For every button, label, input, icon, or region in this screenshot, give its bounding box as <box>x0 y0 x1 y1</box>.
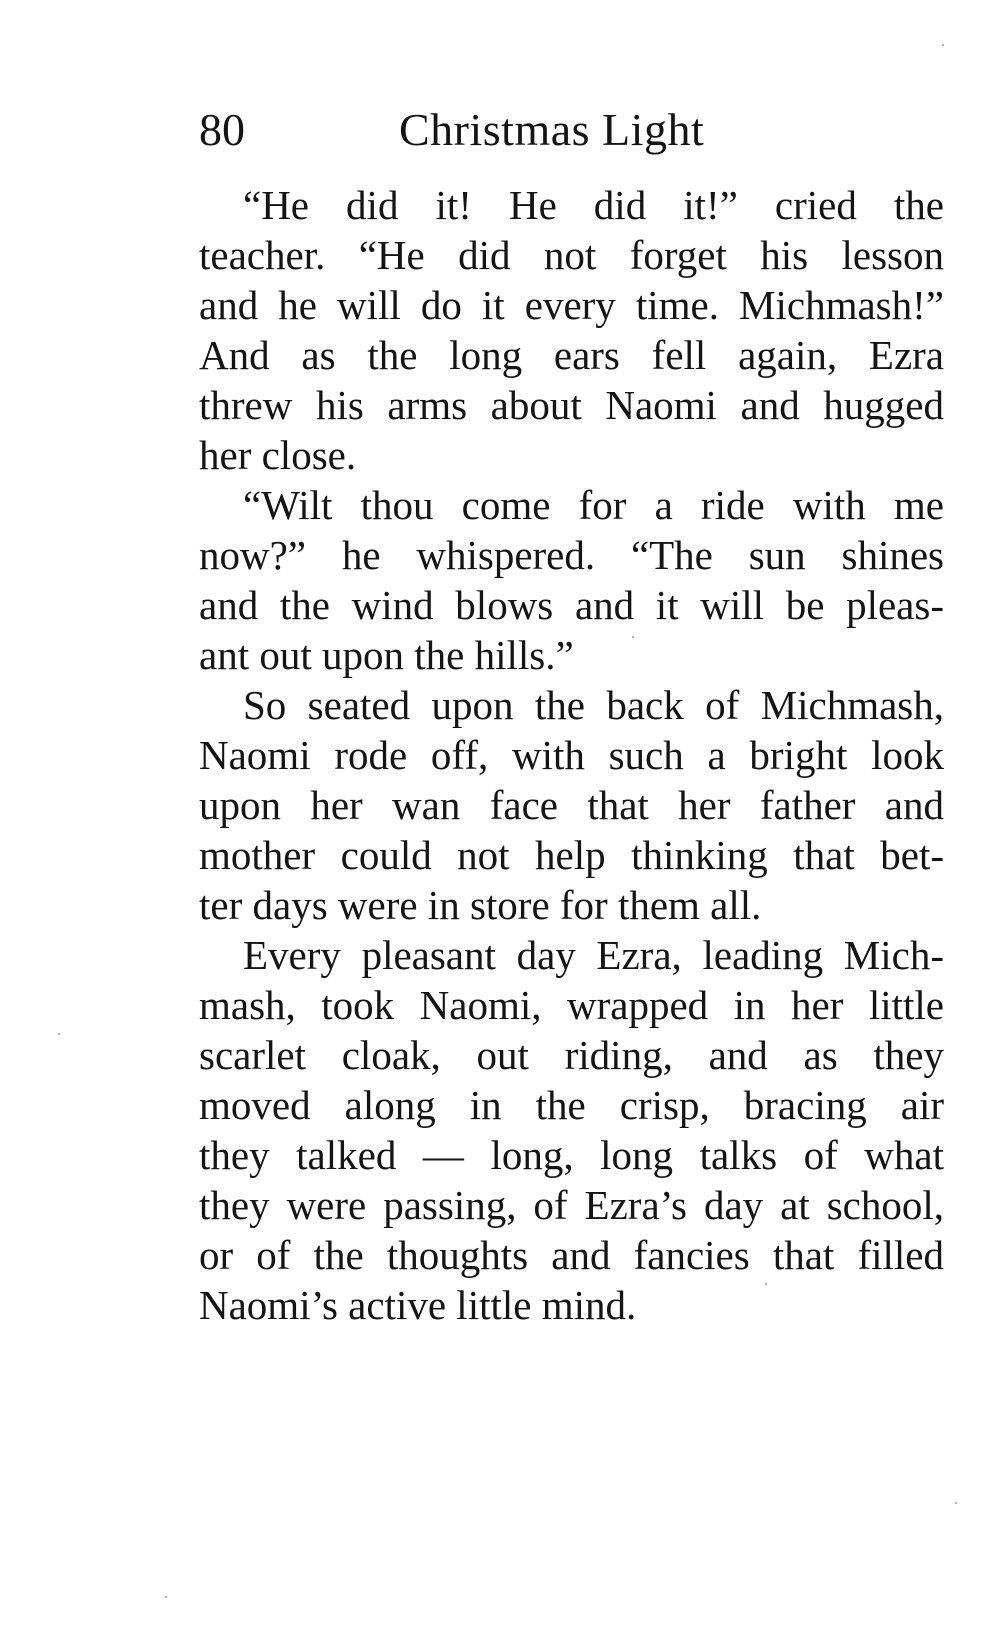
text-line: and he will do it every time. Michmash!” <box>199 282 944 328</box>
running-title: Christmas Light <box>399 104 705 155</box>
text-line: “Wilt thou come for a ride with me <box>243 482 944 528</box>
text-line: they talked — long, long talks of what <box>199 1132 944 1178</box>
text-line: moved along in the crisp, bracing air <box>199 1082 944 1128</box>
text-line: threw his arms about Naomi and hugged <box>199 382 944 428</box>
text-line: Naomi rode off, with such a bright look <box>199 732 944 778</box>
paragraph <box>199 480 944 680</box>
text-line: now?” he whispered. “The sun shines <box>199 532 944 578</box>
text-line: And as the long ears fell again, Ezra <box>199 332 944 378</box>
text-line: Naomi’s active little mind. <box>199 1282 637 1328</box>
text-line: and the wind blows and it will be pleas- <box>199 582 944 628</box>
text-line: teacher. “He did not forget his lesson <box>199 232 944 278</box>
text-line: So seated upon the back of Michmash, <box>243 682 944 728</box>
running-head <box>199 100 739 160</box>
paper-speck <box>765 1283 767 1285</box>
paper-speck <box>632 636 634 638</box>
text-line: “He did it! He did it!” cried the <box>243 182 944 228</box>
text-line: scarlet cloak, out riding, and as they <box>199 1032 944 1078</box>
text-line: ter days were in store for them all. <box>199 882 762 928</box>
paper-speck <box>955 1502 957 1504</box>
page-number: 80 <box>199 104 245 155</box>
paper-speck <box>942 44 944 46</box>
paragraph <box>199 930 944 1330</box>
paper-speck <box>165 1596 167 1598</box>
text-line: Every pleasant day Ezra, leading Mich- <box>243 932 944 978</box>
body-text <box>199 180 944 1330</box>
text-line: mash, took Naomi, wrapped in her little <box>199 982 944 1028</box>
text-line: or of the thoughts and fancies that filled <box>199 1232 944 1278</box>
paragraph <box>199 180 944 480</box>
paragraph <box>199 680 944 930</box>
text-line: her close. <box>199 432 357 478</box>
paper-speck <box>58 1033 60 1035</box>
text-line: mother could not help thinking that bet- <box>199 832 944 878</box>
text-line: ant out upon the hills.” <box>199 632 574 678</box>
text-line: they were passing, of Ezra’s day at school, <box>199 1182 944 1228</box>
text-line: upon her wan face that her father and <box>199 782 944 828</box>
